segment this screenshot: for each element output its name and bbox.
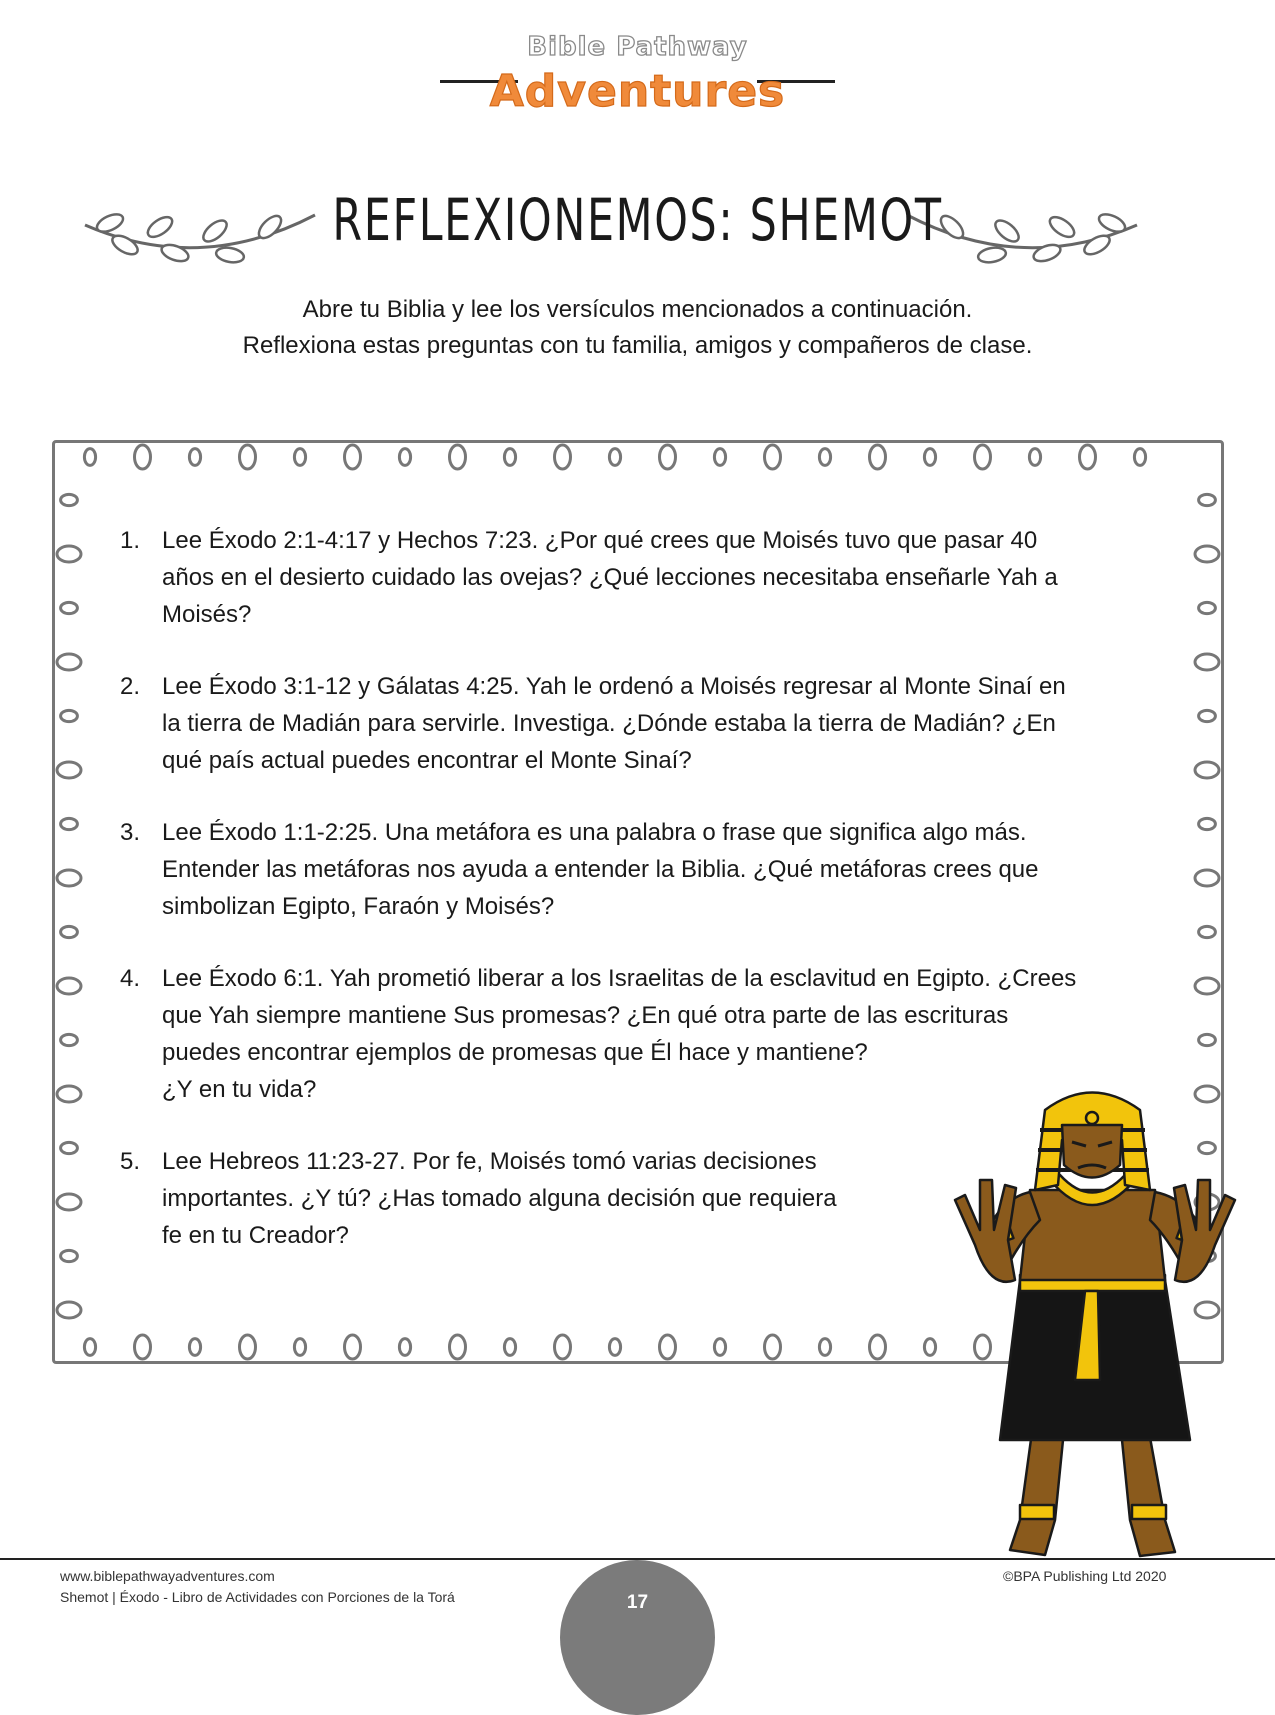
frame-loop	[450, 445, 466, 469]
frame-loop	[609, 1339, 620, 1356]
frame-loop	[1080, 445, 1096, 469]
frame-loop	[57, 1302, 81, 1318]
frame-loop	[294, 1339, 305, 1356]
frame-loop	[57, 654, 81, 670]
frame-loop	[57, 762, 81, 778]
frame-loop	[1199, 818, 1216, 829]
footer-book-title: Shemot | Éxodo - Libro de Actividades con Porciones de la Torá	[60, 1589, 455, 1605]
intro-line-1: Abre tu Biblia y lee los versículos mencionados a continuación.	[302, 296, 973, 323]
question-item	[120, 668, 1180, 779]
frame-loop	[345, 445, 361, 469]
question-number: 2.	[120, 673, 141, 700]
frame-loop	[61, 1142, 78, 1153]
frame-loop	[189, 449, 200, 466]
frame-loop	[660, 445, 676, 469]
question-number: 5.	[120, 1148, 141, 1175]
frame-loop	[240, 445, 256, 469]
frame-loop	[135, 1335, 151, 1359]
frame-loop	[819, 449, 830, 466]
frame-loop	[61, 818, 78, 829]
question-number: 3.	[120, 819, 141, 846]
frame-loop	[975, 445, 991, 469]
question-item	[120, 814, 1180, 925]
question-line: Lee Éxodo 2:1-4:17 y Hechos 7:23. ¿Por qué crees que Moisés tuvo que pasar 40	[162, 527, 1038, 554]
frame-loop	[61, 926, 78, 937]
question-line: fe en tu Creador?	[162, 1222, 349, 1249]
frame-loop	[504, 1339, 515, 1356]
frame-loop	[61, 1250, 78, 1261]
frame-loop	[61, 710, 78, 721]
frame-loop	[1199, 494, 1216, 505]
frame-loop	[1195, 654, 1219, 670]
frame-loop	[609, 449, 620, 466]
question-line: que Yah siempre mantiene Sus promesas? ¿En qué otra parte de las escrituras	[162, 1002, 1009, 1029]
frame-loop	[61, 1034, 78, 1045]
frame-loop	[345, 1335, 361, 1359]
pharaoh-illustration	[950, 1080, 1250, 1565]
frame-loop	[57, 1194, 81, 1210]
frame-loop	[57, 978, 81, 994]
frame-loop	[61, 602, 78, 613]
footer-website[interactable]: www.biblepathwayadventures.com	[60, 1568, 275, 1584]
intro-line-2: Reflexiona estas preguntas con tu familia, amigos y compañeros de clase.	[242, 332, 1033, 359]
question-line: Entender las metáforas nos ayuda a entender la Biblia. ¿Qué metáforas crees que	[162, 856, 1039, 883]
logo-top-text: Bible Pathway	[527, 32, 748, 62]
frame-loop	[1195, 546, 1219, 562]
frame-loop	[84, 1339, 95, 1356]
question-number: 4.	[120, 965, 141, 992]
frame-loop	[660, 1335, 676, 1359]
frame-loop	[57, 546, 81, 562]
frame-loop	[870, 1335, 886, 1359]
question-line: simbolizan Egipto, Faraón y Moisés?	[162, 893, 555, 920]
frame-loop	[1195, 978, 1219, 994]
frame-loop	[399, 1339, 410, 1356]
frame-loop	[555, 1335, 571, 1359]
frame-loop	[135, 445, 151, 469]
frame-loop	[1199, 1034, 1216, 1045]
logo-main-text: Adventures	[489, 66, 786, 117]
frame-loop	[765, 445, 781, 469]
question-line: ¿Y en tu vida?	[162, 1076, 317, 1103]
question-line: importantes. ¿Y tú? ¿Has tomado alguna decisión que requiera	[162, 1185, 837, 1212]
frame-loop	[84, 449, 95, 466]
question-line: Lee Éxodo 1:1-2:25. Una metáfora es una palabra o frase que significa algo más.	[162, 819, 1027, 846]
frame-loop	[555, 445, 571, 469]
frame-loop	[1199, 710, 1216, 721]
frame-loop	[450, 1335, 466, 1359]
frame-loop	[1134, 449, 1145, 466]
question-line: Lee Éxodo 3:1-12 y Gálatas 4:25. Yah le ordenó a Moisés regresar al Monte Sinaí en	[162, 673, 1066, 700]
question-number: 1.	[120, 527, 141, 554]
frame-loop	[714, 1339, 725, 1356]
question-item	[120, 522, 1180, 633]
frame-loop	[57, 870, 81, 886]
question-line: qué país actual puedes encontrar el Monte Sinaí?	[162, 747, 692, 774]
frame-loop	[399, 449, 410, 466]
frame-loop	[924, 449, 935, 466]
frame-loop	[870, 445, 886, 469]
frame-loop	[924, 1339, 935, 1356]
frame-loop	[714, 449, 725, 466]
frame-loop	[504, 449, 515, 466]
frame-loop	[1199, 602, 1216, 613]
frame-loop	[1195, 762, 1219, 778]
question-line: años en el desierto cuidado las ovejas? ¿Qué lecciones necesitaba enseñarle Yah a	[162, 564, 1058, 591]
frame-loop	[294, 449, 305, 466]
frame-loop	[240, 1335, 256, 1359]
frame-loop	[61, 494, 78, 505]
question-line: Lee Éxodo 6:1. Yah prometió liberar a los Israelitas de la esclavitud en Egipto. ¿Crees	[162, 965, 1077, 992]
question-line: puedes encontrar ejemplos de promesas que Él hace y mantiene?	[162, 1039, 868, 1066]
footer-copyright: ©BPA Publishing Ltd 2020	[1003, 1568, 1167, 1584]
page-title: REFLEXIONEMOS: SHEMOT	[332, 186, 943, 254]
question-line: la tierra de Madián para servirle. Investiga. ¿Dónde estaba la tierra de Madián? ¿En	[162, 710, 1056, 737]
frame-loop	[189, 1339, 200, 1356]
frame-loop	[1029, 449, 1040, 466]
page-number: 17	[626, 1592, 649, 1613]
frame-loop	[57, 1086, 81, 1102]
frame-loop	[819, 1339, 830, 1356]
question-line: Lee Hebreos 11:23-27. Por fe, Moisés tomó varias decisiones	[162, 1148, 817, 1175]
page-number-badge	[560, 1560, 715, 1715]
question-line: Moisés?	[162, 601, 252, 628]
frame-loop	[765, 1335, 781, 1359]
frame-loop	[1199, 926, 1216, 937]
frame-loop	[1195, 870, 1219, 886]
